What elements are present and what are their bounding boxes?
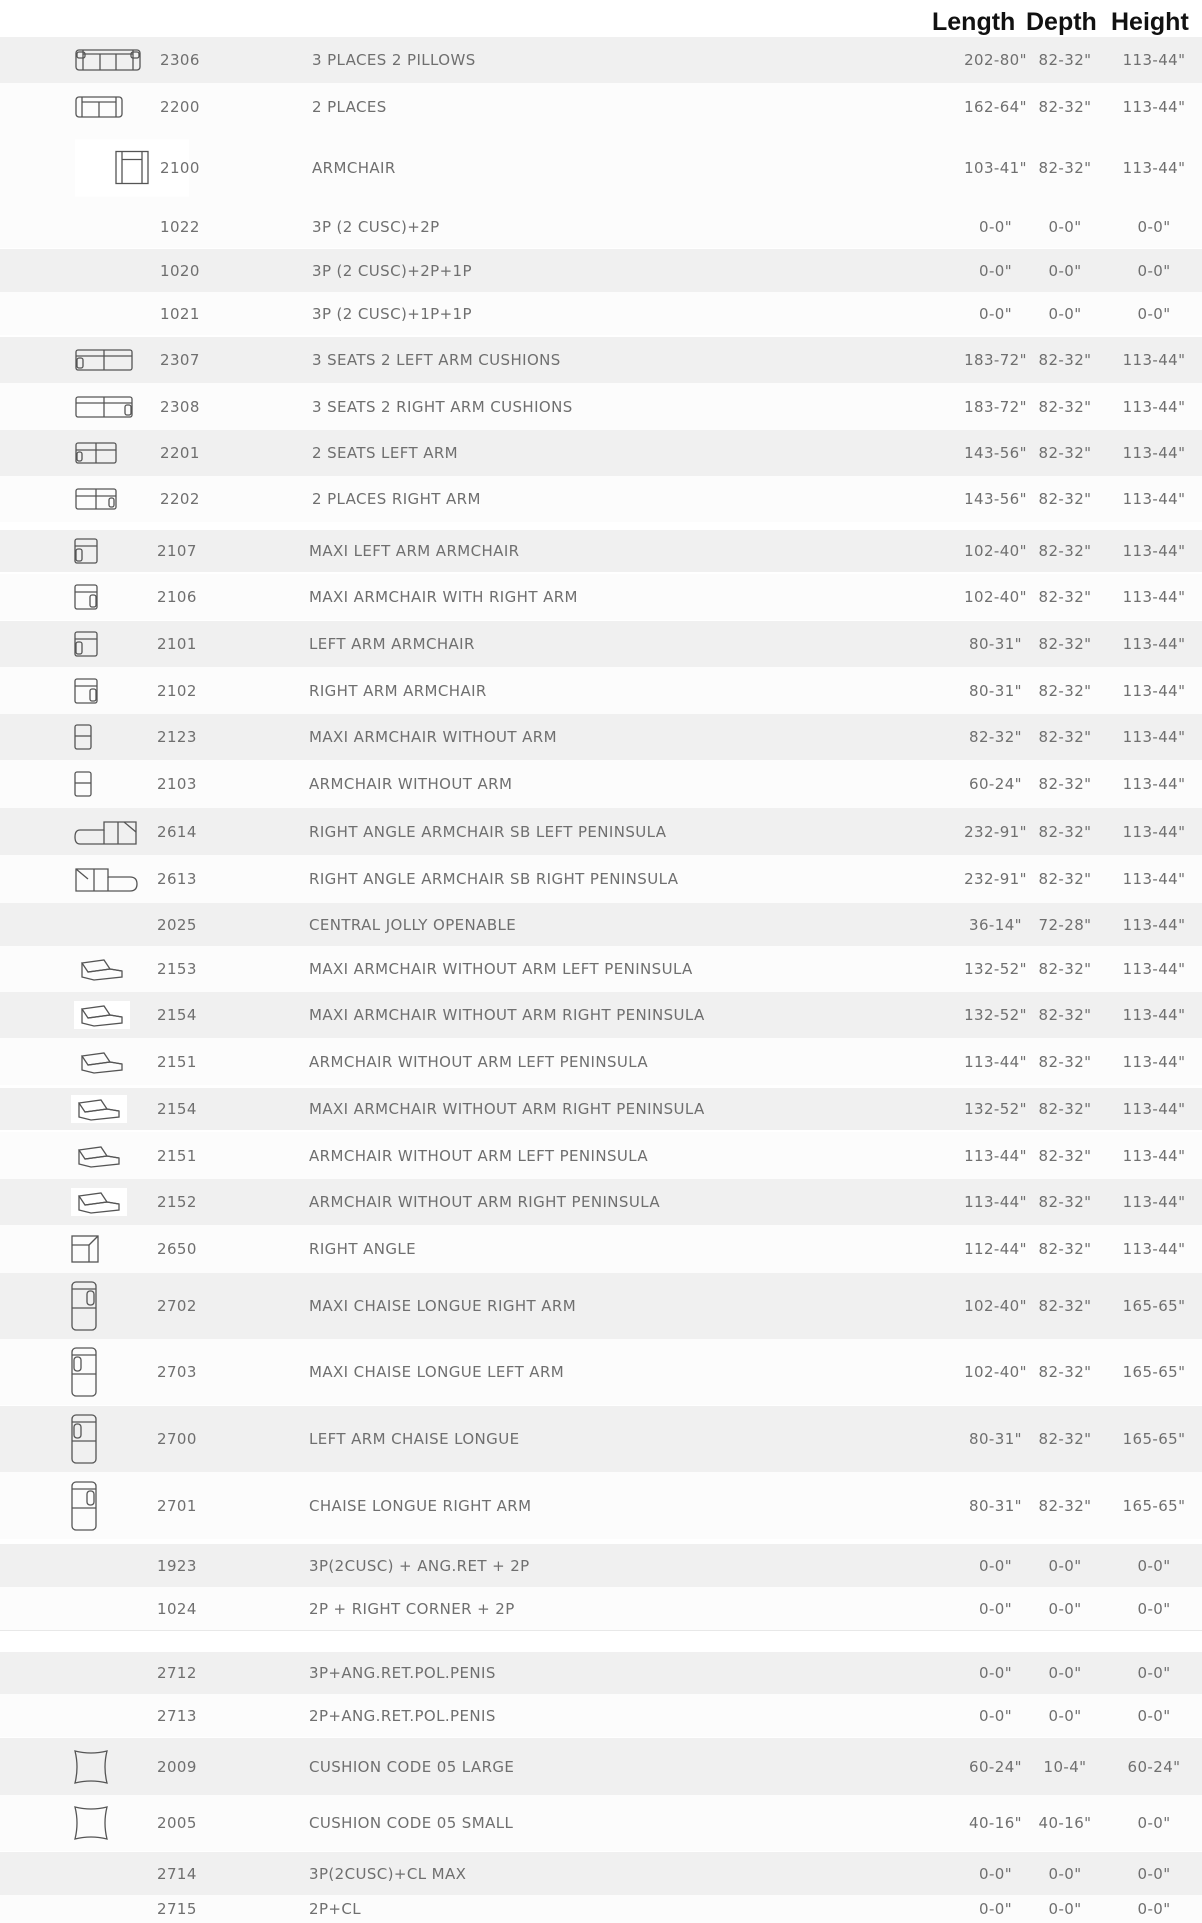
product-name: 2P+CL: [309, 1900, 361, 1918]
peninsula-right-icon: [74, 1001, 130, 1029]
armchair-right-arm-icon: [74, 677, 98, 705]
height-value: 165-65": [1122, 1297, 1186, 1315]
table-row[interactable]: [0, 1088, 1202, 1130]
height-value: 0-0": [1137, 1814, 1171, 1832]
length-value: 102-40": [964, 588, 1027, 606]
product-code: 1024: [157, 1599, 197, 1618]
height-value: 0-0": [1137, 304, 1171, 323]
depth-value: 82-32": [1038, 1146, 1092, 1165]
table-row[interactable]: [0, 37, 1202, 83]
table-row[interactable]: [0, 667, 1202, 714]
table-row[interactable]: [0, 1472, 1202, 1539]
product-name: ARMCHAIR WITHOUT ARM LEFT PENINSULA: [309, 1052, 649, 1071]
length-value: 102-40": [964, 542, 1027, 560]
table-row[interactable]: [0, 337, 1202, 383]
product-code: 2103: [157, 775, 197, 793]
product-code: 2152: [157, 1193, 197, 1211]
depth-value: 82-32": [1038, 960, 1092, 978]
length-value: 113-44": [964, 1052, 1027, 1071]
table-row[interactable]: [0, 1132, 1202, 1179]
depth-value: 0-0": [1048, 1664, 1082, 1682]
length-value: 60-24": [969, 1757, 1022, 1776]
height-value: 113-44": [1122, 397, 1186, 416]
length-value: 0-0": [979, 1706, 1012, 1725]
depth-value: 82-32": [1038, 351, 1092, 369]
corner-icon: [71, 1235, 99, 1263]
table-row[interactable]: [0, 1339, 1202, 1405]
height-value: 113-44": [1122, 960, 1186, 978]
length-value: 132-52": [964, 960, 1027, 978]
product-name: 2P+ANG.RET.POL.PENIS: [309, 1706, 496, 1725]
product-name: 3P (2 CUSC)+2P+1P: [312, 261, 472, 280]
product-name: MAXI CHAISE LONGUE RIGHT ARM: [309, 1297, 577, 1315]
height-value: 113-44": [1122, 351, 1186, 369]
depth-value: 82-32": [1038, 1100, 1092, 1118]
table-row[interactable]: [0, 476, 1202, 522]
product-name: CUSHION CODE 05 LARGE: [309, 1757, 515, 1776]
height-value: 113-44": [1122, 1006, 1186, 1024]
table-row[interactable]: [0, 530, 1202, 572]
product-code: 2713: [157, 1706, 197, 1725]
height-value: 165-65": [1122, 1363, 1186, 1381]
length-value: 183-72": [964, 351, 1027, 369]
height-value: 113-44": [1122, 97, 1186, 116]
product-code: 2201: [160, 444, 200, 462]
depth-value: 82-32": [1038, 1052, 1092, 1071]
length-value: 183-72": [964, 397, 1027, 416]
height-value: 60-24": [1127, 1757, 1181, 1776]
height-value: 0-0": [1137, 217, 1171, 236]
product-code: 2307: [160, 351, 200, 369]
height-value: 113-44": [1122, 51, 1186, 69]
table-row[interactable]: [0, 946, 1202, 992]
length-value: 143-56": [964, 490, 1027, 508]
peninsula-right-icon: [71, 1188, 127, 1216]
product-name: LEFT ARM CHAISE LONGUE: [309, 1430, 520, 1448]
length-value: 82-32": [969, 728, 1022, 746]
product-code: 1020: [160, 261, 200, 280]
product-name: RIGHT ARM ARMCHAIR: [309, 681, 487, 700]
table-row[interactable]: [0, 1652, 1202, 1694]
table-row[interactable]: [0, 1544, 1202, 1587]
table-row[interactable]: [0, 430, 1202, 476]
peninsula-right-icon: [71, 1095, 127, 1123]
product-name: MAXI LEFT ARM ARMCHAIR: [309, 542, 520, 560]
product-name: 3P+ANG.RET.POL.PENIS: [309, 1664, 496, 1682]
product-code: 2123: [157, 728, 197, 746]
depth-value: 0-0": [1048, 1900, 1082, 1918]
table-row[interactable]: [0, 1587, 1202, 1630]
product-code: 2106: [157, 588, 197, 606]
table-row[interactable]: [0, 574, 1202, 620]
height-value: 165-65": [1122, 1430, 1186, 1448]
length-value: 102-40": [964, 1363, 1027, 1381]
product-code: 2102: [157, 681, 197, 700]
product-name: 2 SEATS LEFT ARM: [312, 444, 459, 462]
product-code: 2009: [157, 1757, 197, 1776]
height-value: 113-44": [1122, 490, 1186, 508]
peninsula-left-icon: [71, 1142, 127, 1170]
product-name: 3 SEATS 2 RIGHT ARM CUSHIONS: [312, 397, 573, 416]
table-row[interactable]: [0, 1038, 1202, 1085]
length-value: 80-31": [969, 1496, 1022, 1515]
height-value: 0-0": [1137, 1664, 1171, 1682]
depth-value: 82-32": [1038, 1297, 1092, 1315]
product-name: MAXI ARMCHAIR WITHOUT ARM RIGHT PENINSULA: [309, 1100, 705, 1118]
chaise-longue-right-arm-icon: [71, 1280, 97, 1332]
length-value: 232-91": [964, 870, 1027, 888]
height-value: 0-0": [1137, 1556, 1171, 1575]
table-row[interactable]: [0, 621, 1202, 667]
depth-value: 82-32": [1038, 1496, 1092, 1515]
length-value: 113-44": [964, 1146, 1027, 1165]
height-value: 113-44": [1122, 158, 1186, 177]
product-name: ARMCHAIR WITHOUT ARM RIGHT PENINSULA: [309, 1193, 660, 1211]
depth-value: 82-32": [1038, 681, 1092, 700]
table-row[interactable]: [0, 808, 1202, 855]
length-value: 162-64": [964, 97, 1027, 116]
product-code: 2200: [160, 97, 200, 116]
product-name: ARMCHAIR: [312, 158, 396, 177]
product-name: 3P (2 CUSC)+2P: [312, 217, 440, 236]
depth-value: 82-32": [1038, 1006, 1092, 1024]
table-row[interactable]: [0, 1273, 1202, 1339]
depth-value: 40-16": [1038, 1814, 1092, 1832]
peninsula-left-icon: [74, 1048, 130, 1076]
table-row[interactable]: [0, 292, 1202, 335]
height-header: Height: [1111, 8, 1189, 36]
cushion-icon: [71, 1748, 111, 1786]
product-name: MAXI CHAISE LONGUE LEFT ARM: [309, 1363, 565, 1381]
length-header: Length: [932, 8, 1016, 36]
product-code: 2151: [157, 1052, 197, 1071]
depth-value: 82-32": [1038, 588, 1092, 606]
depth-value: 0-0": [1048, 261, 1082, 280]
product-code: 2614: [157, 822, 197, 841]
depth-value: 72-28": [1038, 915, 1092, 934]
depth-value: 82-32": [1038, 1240, 1092, 1258]
sofa-2-seat-right-arm-icon: [75, 485, 117, 513]
depth-value: 0-0": [1048, 1706, 1082, 1725]
table-row[interactable]: [0, 1795, 1202, 1851]
product-name: 2 PLACES: [312, 97, 387, 116]
table-row[interactable]: [0, 992, 1202, 1038]
sofa-3-seat-left-arm-icon: [75, 346, 133, 374]
chaise-longue-left-arm-icon: [71, 1413, 97, 1465]
length-value: 0-0": [979, 1599, 1012, 1618]
table-row[interactable]: [0, 1179, 1202, 1225]
divider: [0, 1630, 1202, 1631]
depth-value: 82-32": [1038, 870, 1092, 888]
height-value: 0-0": [1137, 1864, 1171, 1883]
armless-chair-icon: [74, 770, 92, 798]
length-value: 0-0": [979, 1664, 1012, 1682]
table-row[interactable]: [0, 383, 1202, 430]
product-code: 2202: [160, 490, 200, 508]
depth-value: 0-0": [1048, 217, 1082, 236]
product-name: 3P(2CUSC) + ANG.RET + 2P: [309, 1556, 530, 1575]
product-code: 2107: [157, 542, 197, 560]
height-value: 113-44": [1122, 728, 1186, 746]
table-row[interactable]: [0, 1852, 1202, 1895]
length-value: 80-31": [969, 1430, 1022, 1448]
length-value: 143-56": [964, 444, 1027, 462]
product-name: LEFT ARM ARMCHAIR: [309, 635, 475, 653]
depth-value: 82-32": [1038, 51, 1092, 69]
product-name: RIGHT ANGLE: [309, 1240, 417, 1258]
product-code: 2154: [157, 1100, 197, 1118]
table-row[interactable]: [0, 903, 1202, 946]
depth-value: 82-32": [1038, 158, 1092, 177]
product-code: 2025: [157, 915, 197, 934]
angle-right-peninsula-icon: [74, 865, 138, 893]
product-code: 1923: [157, 1556, 197, 1575]
length-value: 0-0": [979, 1864, 1012, 1883]
length-value: 102-40": [964, 1297, 1027, 1315]
depth-value: 0-0": [1048, 1599, 1082, 1618]
height-value: 113-44": [1122, 588, 1186, 606]
product-code: 2154: [157, 1006, 197, 1024]
product-name: MAXI ARMCHAIR WITH RIGHT ARM: [309, 588, 578, 606]
product-name: RIGHT ANGLE ARMCHAIR SB LEFT PENINSULA: [309, 822, 667, 841]
product-name: CHAISE LONGUE RIGHT ARM: [309, 1496, 532, 1515]
table-row[interactable]: [0, 714, 1202, 760]
armchair-left-arm-icon: [74, 630, 98, 658]
height-value: 0-0": [1137, 1706, 1171, 1725]
table-row[interactable]: [0, 205, 1202, 248]
product-name: 2P + RIGHT CORNER + 2P: [309, 1599, 515, 1618]
length-value: 202-80": [964, 51, 1027, 69]
sofa-2-seat-icon: [75, 93, 123, 121]
armchair-left-arm-icon: [74, 537, 98, 565]
length-value: 80-31": [969, 681, 1022, 700]
height-value: 113-44": [1122, 444, 1186, 462]
sofa-2-seat-left-arm-icon: [75, 439, 117, 467]
length-value: 0-0": [979, 217, 1012, 236]
product-code: 2715: [157, 1900, 197, 1918]
table-row[interactable]: [0, 1895, 1202, 1923]
depth-value: 82-32": [1038, 97, 1092, 116]
height-value: 113-44": [1122, 870, 1186, 888]
product-code: 2702: [157, 1297, 197, 1315]
height-value: 113-44": [1122, 822, 1186, 841]
length-value: 36-14": [969, 915, 1022, 934]
table-row[interactable]: [0, 855, 1202, 903]
product-name: MAXI ARMCHAIR WITHOUT ARM RIGHT PENINSULA: [309, 1006, 705, 1024]
armchair-right-arm-icon: [74, 583, 98, 611]
product-name: MAXI ARMCHAIR WITHOUT ARM: [309, 728, 557, 746]
product-name: 2 PLACES RIGHT ARM: [312, 490, 481, 508]
height-value: 165-65": [1122, 1496, 1186, 1515]
table-row[interactable]: [0, 83, 1202, 130]
depth-value: 82-32": [1038, 542, 1092, 560]
height-value: 113-44": [1122, 775, 1186, 793]
depth-value: 82-32": [1038, 397, 1092, 416]
length-value: 232-91": [964, 822, 1027, 841]
product-code: 2650: [157, 1240, 197, 1258]
chaise-longue-left-arm-icon: [71, 1346, 97, 1398]
depth-value: 82-32": [1038, 635, 1092, 653]
height-value: 0-0": [1137, 1900, 1171, 1918]
height-value: 113-44": [1122, 1193, 1186, 1211]
product-code: 2101: [157, 635, 197, 653]
product-name: 3P(2CUSC)+CL MAX: [309, 1864, 467, 1883]
sofa-3-seat-right-arm-icon: [75, 393, 133, 421]
height-value: 113-44": [1122, 915, 1186, 934]
height-value: 0-0": [1137, 1599, 1171, 1618]
product-name: MAXI ARMCHAIR WITHOUT ARM LEFT PENINSULA: [309, 960, 693, 978]
product-code: 2613: [157, 870, 197, 888]
product-code: 2308: [160, 397, 200, 416]
product-code: 2700: [157, 1430, 197, 1448]
table-row[interactable]: [0, 130, 1202, 205]
angle-left-peninsula-icon: [74, 818, 138, 846]
length-value: 113-44": [964, 1193, 1027, 1211]
product-name: ARMCHAIR WITHOUT ARM LEFT PENINSULA: [309, 1146, 649, 1165]
cushion-icon: [71, 1804, 111, 1842]
depth-value: 0-0": [1048, 1864, 1082, 1883]
product-code: 2100: [160, 158, 200, 177]
product-name: 3P (2 CUSC)+1P+1P: [312, 304, 472, 323]
product-code: 2153: [157, 960, 197, 978]
product-code: 2306: [160, 51, 200, 69]
depth-value: 82-32": [1038, 444, 1092, 462]
length-value: 0-0": [979, 261, 1012, 280]
table-row[interactable]: [0, 1738, 1202, 1795]
depth-value: 82-32": [1038, 775, 1092, 793]
peninsula-left-icon: [74, 955, 130, 983]
height-value: 113-44": [1122, 1240, 1186, 1258]
table-row[interactable]: [0, 1406, 1202, 1472]
length-value: 112-44": [964, 1240, 1027, 1258]
height-value: 113-44": [1122, 542, 1186, 560]
sofa-3-seat-pillows-icon: [75, 46, 141, 74]
product-code: 2151: [157, 1146, 197, 1165]
length-value: 132-52": [964, 1006, 1027, 1024]
product-name: 3 SEATS 2 LEFT ARM CUSHIONS: [312, 351, 561, 369]
product-code: 1021: [160, 304, 200, 323]
length-value: 132-52": [964, 1100, 1027, 1118]
height-value: 113-44": [1122, 1052, 1186, 1071]
height-value: 113-44": [1122, 635, 1186, 653]
depth-value: 82-32": [1038, 1363, 1092, 1381]
depth-value: 10-4": [1043, 1757, 1087, 1776]
table-row[interactable]: [0, 1694, 1202, 1737]
length-value: 0-0": [979, 304, 1012, 323]
depth-value: 0-0": [1048, 304, 1082, 323]
depth-value: 82-32": [1038, 728, 1092, 746]
depth-value: 82-32": [1038, 490, 1092, 508]
length-value: 0-0": [979, 1900, 1012, 1918]
product-name: RIGHT ANGLE ARMCHAIR SB RIGHT PENINSULA: [309, 870, 679, 888]
product-code: 2712: [157, 1664, 197, 1682]
product-name: ARMCHAIR WITHOUT ARM: [309, 775, 513, 793]
depth-value: 82-32": [1038, 1430, 1092, 1448]
length-value: 103-41": [964, 158, 1027, 177]
length-value: 80-31": [969, 635, 1022, 653]
height-value: 0-0": [1137, 261, 1171, 280]
table-row[interactable]: [0, 760, 1202, 808]
depth-value: 82-32": [1038, 1193, 1092, 1211]
product-code: 2005: [157, 1814, 197, 1832]
product-code: 1022: [160, 217, 200, 236]
chaise-longue-right-arm-icon: [71, 1480, 97, 1532]
depth-value: 82-32": [1038, 822, 1092, 841]
product-code: 2701: [157, 1496, 197, 1515]
table-row[interactable]: [0, 1225, 1202, 1273]
product-name: CENTRAL JOLLY OPENABLE: [309, 915, 517, 934]
armless-chair-icon: [74, 723, 92, 751]
product-name: CUSHION CODE 05 SMALL: [309, 1814, 514, 1832]
length-value: 60-24": [969, 775, 1022, 793]
table-row[interactable]: [0, 249, 1202, 292]
height-value: 113-44": [1122, 1146, 1186, 1165]
product-code: 2703: [157, 1363, 197, 1381]
product-code: 2714: [157, 1864, 197, 1883]
length-value: 40-16": [969, 1814, 1022, 1832]
product-name: 3 PLACES 2 PILLOWS: [312, 51, 476, 69]
length-value: 0-0": [979, 1556, 1012, 1575]
depth-header: Depth: [1026, 8, 1097, 36]
height-value: 113-44": [1122, 1100, 1186, 1118]
depth-value: 0-0": [1048, 1556, 1082, 1575]
height-value: 113-44": [1122, 681, 1186, 700]
